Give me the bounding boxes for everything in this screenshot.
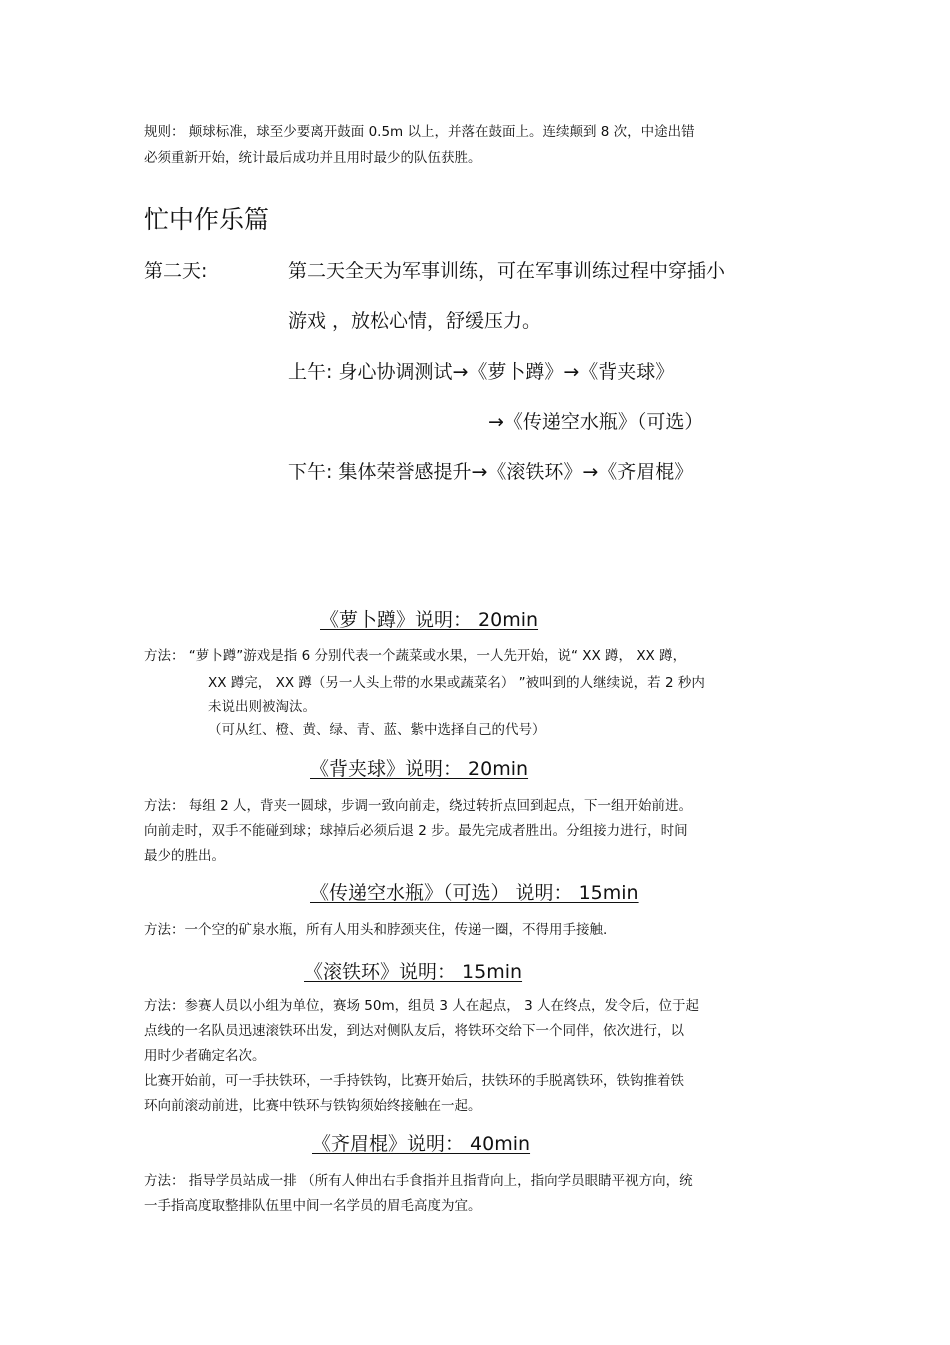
game-text-line: 方法：参赛人员以小组为单位，赛场 50m，组员 3 人在起点， 3 人在终点，发令后，位于起 — [144, 998, 699, 1014]
rules-line: 必须重新开始，统计最后成功并且用时最少的队伍获胜。 — [144, 150, 482, 166]
game-text-line: 最少的胜出。 — [144, 848, 225, 864]
game-text-line: （可从红、橙、黄、绿、青、蓝、紫中选择自己的代号） — [208, 722, 546, 738]
game-text-line: 点线的一名队员迅速滚铁环出发，到达对侧队友后，将铁环交给下一个同伴，依次进行，以 — [144, 1023, 684, 1039]
game-text-line: 方法：一个空的矿泉水瓶，所有人用头和脖颈夹住，传递一圈，不得用手接触. — [144, 922, 608, 938]
game-text-line: 向前走时，双手不能碰到球；球掉后必须后退 2 步。最先完成者胜出。分组接力进行，时间 — [144, 823, 688, 839]
schedule-morning: 上午: 身心协调测试→《萝卜蹲》→《背夹球》 — [288, 361, 675, 383]
game-text-line: 方法： 每组 2 人，背夹一圆球，步调一致向前走，绕过转折点回到起点，下一组开始前进。 — [144, 798, 692, 814]
game-heading: 《传递空水瓶》（可选） 说明： 15min — [310, 882, 639, 904]
game-text-line: 一手指高度取整排队伍里中间一名学员的眉毛高度为宜。 — [144, 1198, 482, 1214]
game-text-line: XX 蹲完， XX 蹲（另一人头上带的水果或蔬菜名） ”被叫到的人继续说，若 2 秒内 — [208, 675, 705, 691]
game-heading: 《萝卜蹲》说明： 20min — [320, 609, 539, 631]
game-text-line: 环向前滚动前进，比赛中铁环与铁钩须始终接触在一起。 — [144, 1098, 482, 1114]
day-label: 第二天: — [144, 260, 208, 282]
game-heading: 《背夹球》说明： 20min — [310, 758, 529, 780]
game-text-line: 方法： 指导学员站成一排 （所有人伸出右手食指并且指背向上，指向学员眼睛平视方向，统 — [144, 1173, 693, 1189]
game-text-line: 比赛开始前，可一手扶铁环，一手持铁钩，比赛开始后，扶铁环的手脱离铁环，铁钩推着铁 — [144, 1073, 684, 1089]
day-text: 第二天全天为军事训练，可在军事训练过程中穿插小 — [288, 260, 726, 282]
schedule-morning-cont: →《传递空水瓶》（可选） — [488, 411, 704, 433]
game-text-line: 用时少者确定名次。 — [144, 1048, 266, 1064]
day-text: 游戏 ，放松心情，舒缓压力。 — [288, 310, 542, 332]
rules-line: 规则： 颠球标准，球至少要离开鼓面 0.5m 以上，并落在鼓面上。连续颠到 8 次，中途出错 — [144, 124, 695, 140]
schedule-afternoon: 下午: 集体荣誉感提升→《滚铁环》→《齐眉棍》 — [288, 461, 694, 483]
game-heading: 《齐眉棍》说明： 40min — [312, 1133, 531, 1155]
game-heading: 《滚铁环》说明： 15min — [304, 961, 523, 983]
section-title: 忙中作乐篇 — [144, 205, 270, 234]
game-text-line: 方法： “萝卜蹲”游戏是指 6 分别代表一个蔬菜或水果，一人先开始，说“ XX 蹲， XX 蹲， — [144, 648, 687, 664]
game-text-line: 未说出则被淘汰。 — [208, 699, 316, 715]
